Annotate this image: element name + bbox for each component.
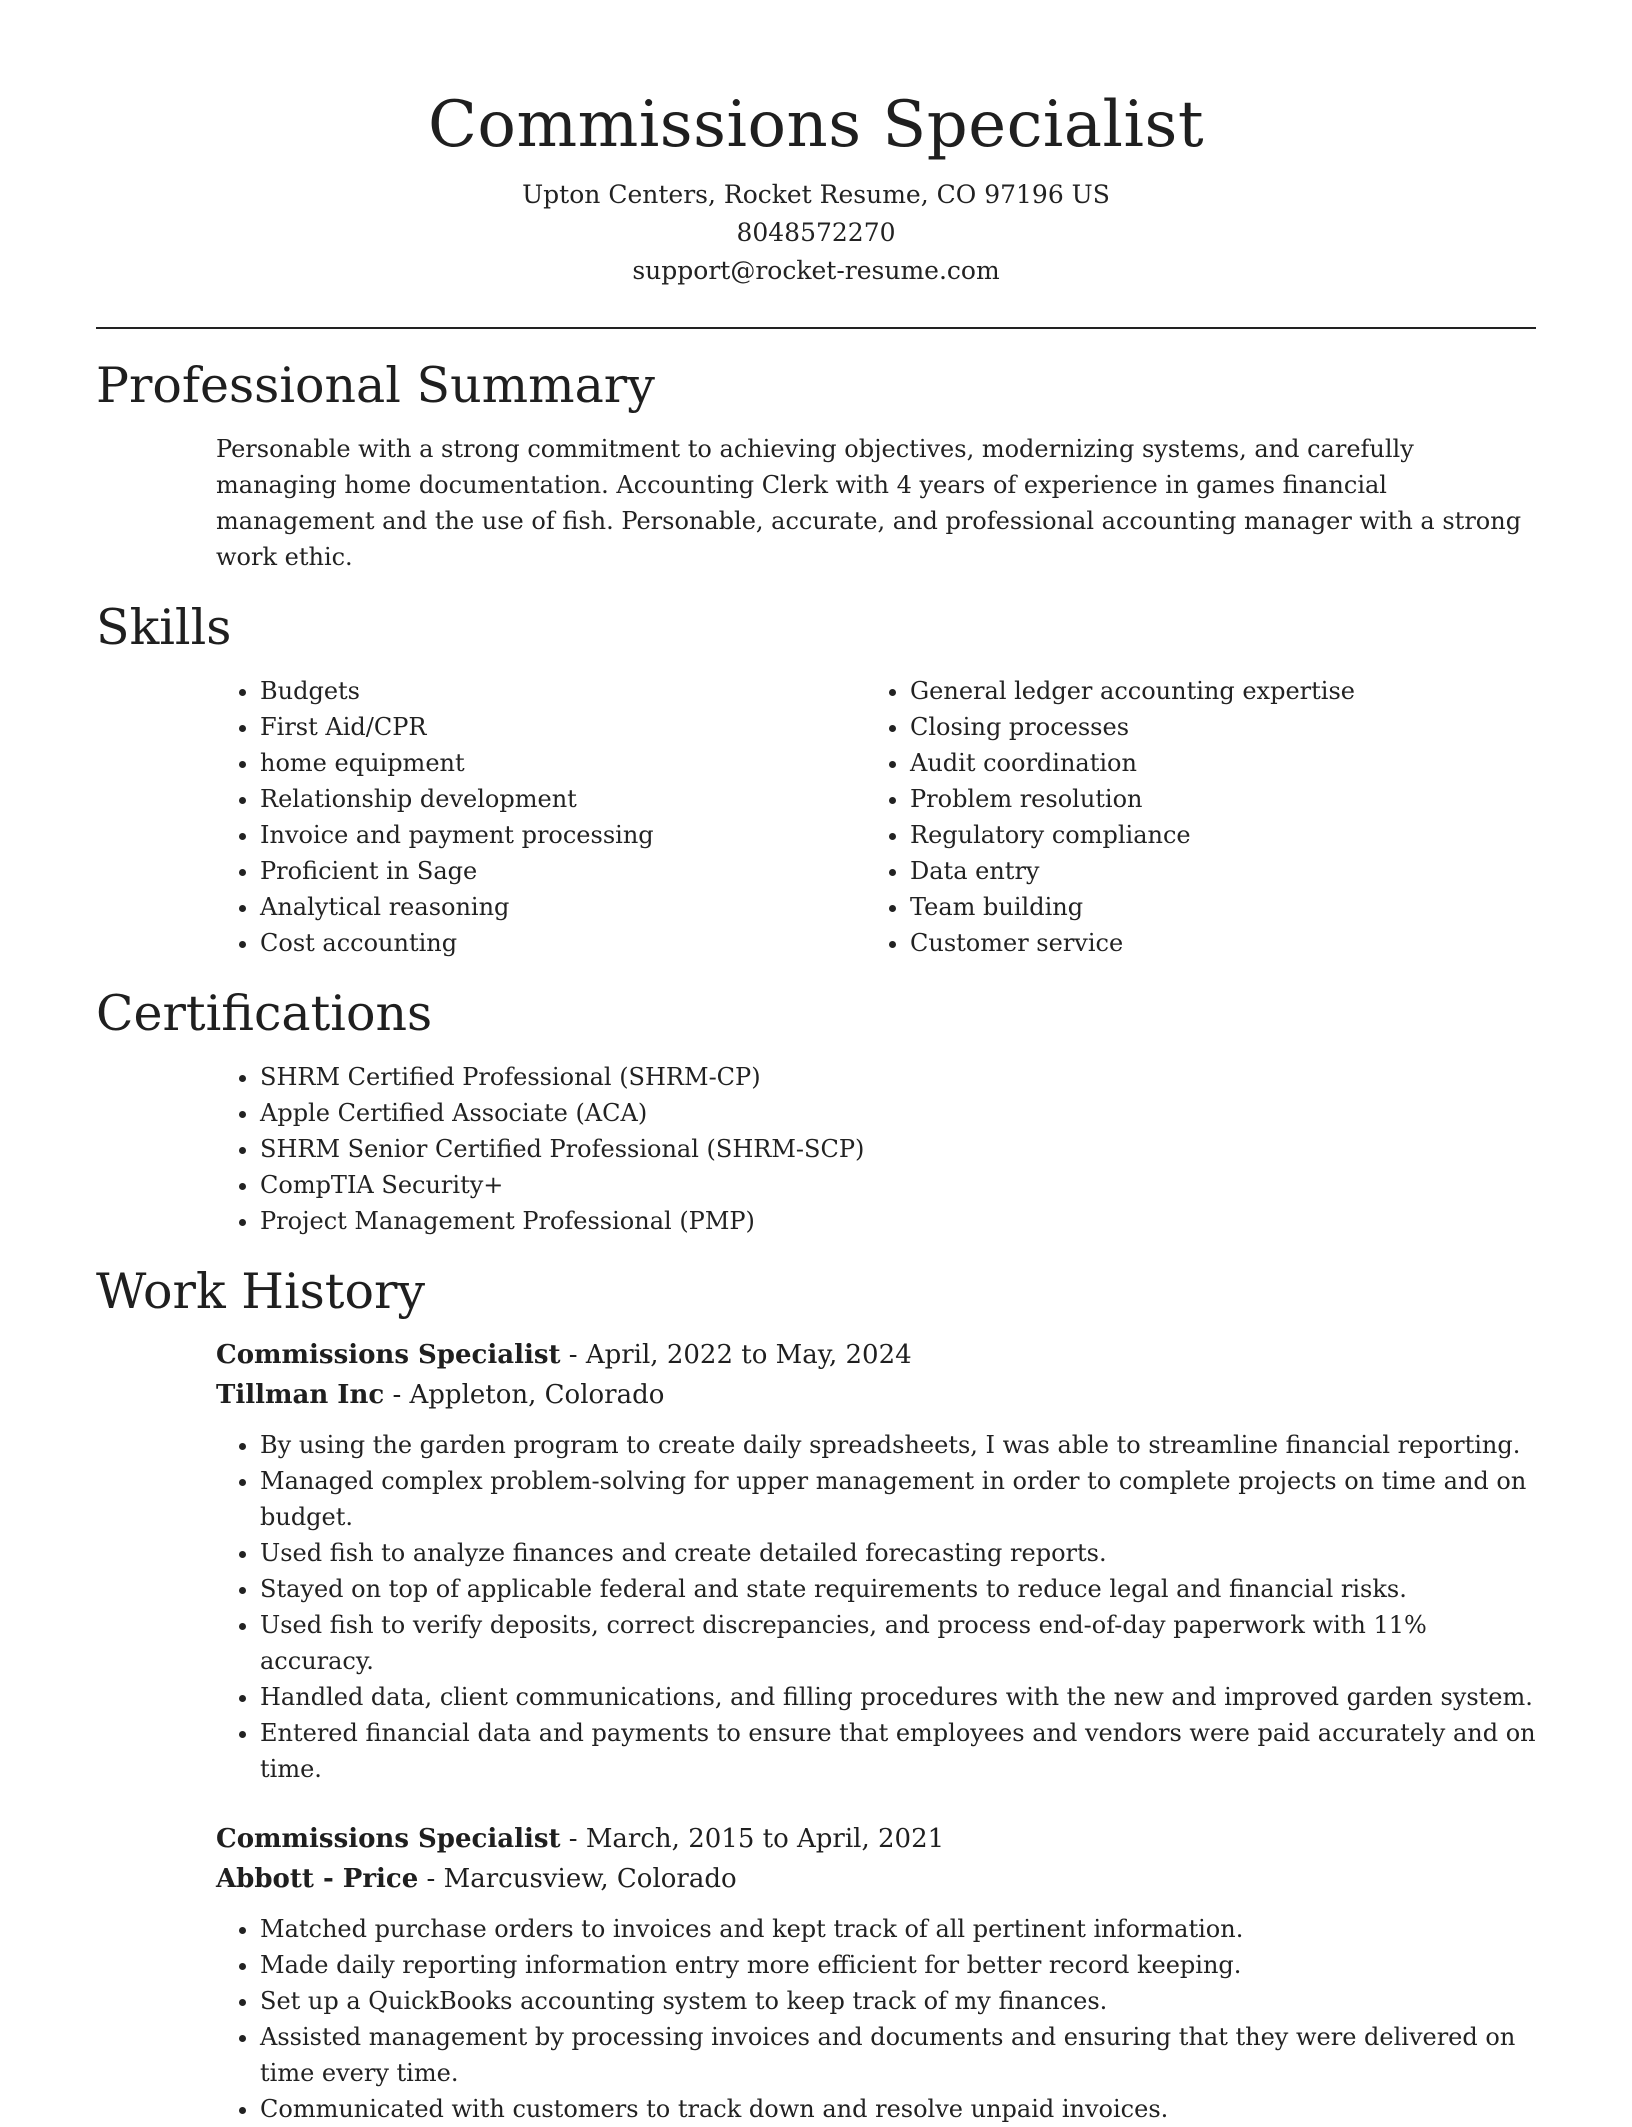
summary-title: Professional Summary: [96, 357, 655, 414]
job-bullet: • Managed complex problem-solving for upper management in order to complete projects on time and on budget.: [260, 1463, 1536, 1535]
skill-item: • Relationship development: [260, 781, 866, 817]
skill-item: • Regulatory compliance: [910, 817, 1516, 853]
job-dates: April, 2022 to May, 2024: [585, 1340, 912, 1370]
job-bullet: • Entered financial data and payments to ensure that employees and vendors were paid accurately and on time.: [260, 1715, 1536, 1787]
job-title-line: [216, 1335, 1536, 1375]
summary-text: Personable with a strong commitment to achieving objectives, modernizing systems, and carefully managing home documentation. Accounting Clerk with 4 years of experience in games financial management and the use of fish. Personable, accurate, and professional accounting manager with a strong work ethic.: [216, 435, 1522, 571]
job-bullet: • By using the garden program to create daily spreadsheets, I was able to streamline financial reporting.: [260, 1427, 1536, 1463]
address: Upton Centers, Rocket Resume, CO 97196 US: [522, 180, 1110, 209]
certification-item: • CompTIA Security+: [260, 1167, 1536, 1203]
job-bullets: [216, 1911, 1536, 2127]
skill-item: • Analytical reasoning: [260, 889, 866, 925]
job-location: Marcusview, Colorado: [443, 1864, 737, 1894]
job-title: Commissions Specialist: [216, 1340, 561, 1370]
header-divider: [96, 327, 1536, 329]
job-bullet: • Set up a QuickBooks accounting system to keep track of my finances.: [260, 1983, 1536, 2019]
company-separator: -: [418, 1864, 444, 1894]
job-bullet: • Communicated with customers to track down and resolve unpaid invoices.: [260, 2091, 1536, 2127]
summary-section: [96, 355, 1536, 575]
skill-item: • General ledger accounting expertise: [910, 673, 1516, 709]
skill-item: • Closing processes: [910, 709, 1516, 745]
skill-item: • Invoice and payment processing: [260, 817, 866, 853]
skill-item: • Customer service: [910, 925, 1516, 961]
phone-number: 8048572270: [736, 218, 896, 247]
work-history-section: [96, 1261, 1536, 2127]
job-entry: [216, 1335, 1536, 1787]
title-separator: -: [560, 1824, 586, 1854]
skills-column-right: [866, 673, 1516, 961]
candidate-name: Commissions Specialist: [427, 88, 1205, 162]
certification-item: • SHRM Senior Certified Professional (SHRM-SCP): [260, 1131, 1536, 1167]
job-bullet: • Handled data, client communications, and filling procedures with the new and improved garden system.: [260, 1679, 1536, 1715]
company-name: Tillman Inc: [216, 1380, 385, 1410]
company-name: Abbott - Price: [216, 1864, 419, 1894]
job-bullet: • Used fish to analyze finances and create detailed forecasting reports.: [260, 1535, 1536, 1571]
certifications-list: [216, 1059, 1536, 1239]
contact-info: [96, 176, 1536, 290]
certification-item: • Apple Certified Associate (ACA): [260, 1095, 1536, 1131]
certifications-title: Certifications: [96, 985, 433, 1042]
certification-item: • SHRM Certified Professional (SHRM-CP): [260, 1059, 1536, 1095]
job-entry: [216, 1819, 1536, 2127]
job-bullet: • Used fish to verify deposits, correct discrepancies, and process end-of-day paperwork with 11% accuracy.: [260, 1607, 1536, 1679]
job-title-line: [216, 1819, 1536, 1859]
job-bullets: [216, 1427, 1536, 1787]
certification-item: • Project Management Professional (PMP): [260, 1203, 1536, 1239]
skills-grid: [216, 673, 1536, 961]
job-bullet: • Stayed on top of applicable federal and state requirements to reduce legal and financial risks.: [260, 1571, 1536, 1607]
skills-column-left: [216, 673, 866, 961]
resume-page: [96, 0, 1536, 2127]
skill-item: • Data entry: [910, 853, 1516, 889]
skill-item: • Cost accounting: [260, 925, 866, 961]
job-bullet: • Assisted management by processing invoices and documents and ensuring that they were delivered on time every time.: [260, 2019, 1536, 2091]
email-address: support@rocket-resume.com: [632, 256, 1000, 285]
job-title: Commissions Specialist: [216, 1824, 561, 1854]
title-separator: -: [560, 1340, 586, 1370]
job-company-line: [216, 1859, 1536, 1899]
skill-item: • home equipment: [260, 745, 866, 781]
job-company-line: [216, 1375, 1536, 1415]
job-bullet: • Matched purchase orders to invoices and kept track of all pertinent information.: [260, 1911, 1536, 1947]
skill-item: • Budgets: [260, 673, 866, 709]
work-history-title: Work History: [96, 1263, 426, 1320]
certifications-section: [96, 983, 1536, 1239]
job-dates: March, 2015 to April, 2021: [585, 1824, 945, 1854]
skill-item: • Proficient in Sage: [260, 853, 866, 889]
company-separator: -: [384, 1380, 410, 1410]
job-location: Appleton, Colorado: [409, 1380, 665, 1410]
skill-item: • First Aid/CPR: [260, 709, 866, 745]
skills-section: [96, 597, 1536, 961]
skills-title: Skills: [96, 599, 232, 656]
job-bullet: • Made daily reporting information entry more efficient for better record keeping.: [260, 1947, 1536, 1983]
skill-item: • Team building: [910, 889, 1516, 925]
skill-item: • Problem resolution: [910, 781, 1516, 817]
resume-header: [96, 0, 1536, 290]
skill-item: • Audit coordination: [910, 745, 1516, 781]
